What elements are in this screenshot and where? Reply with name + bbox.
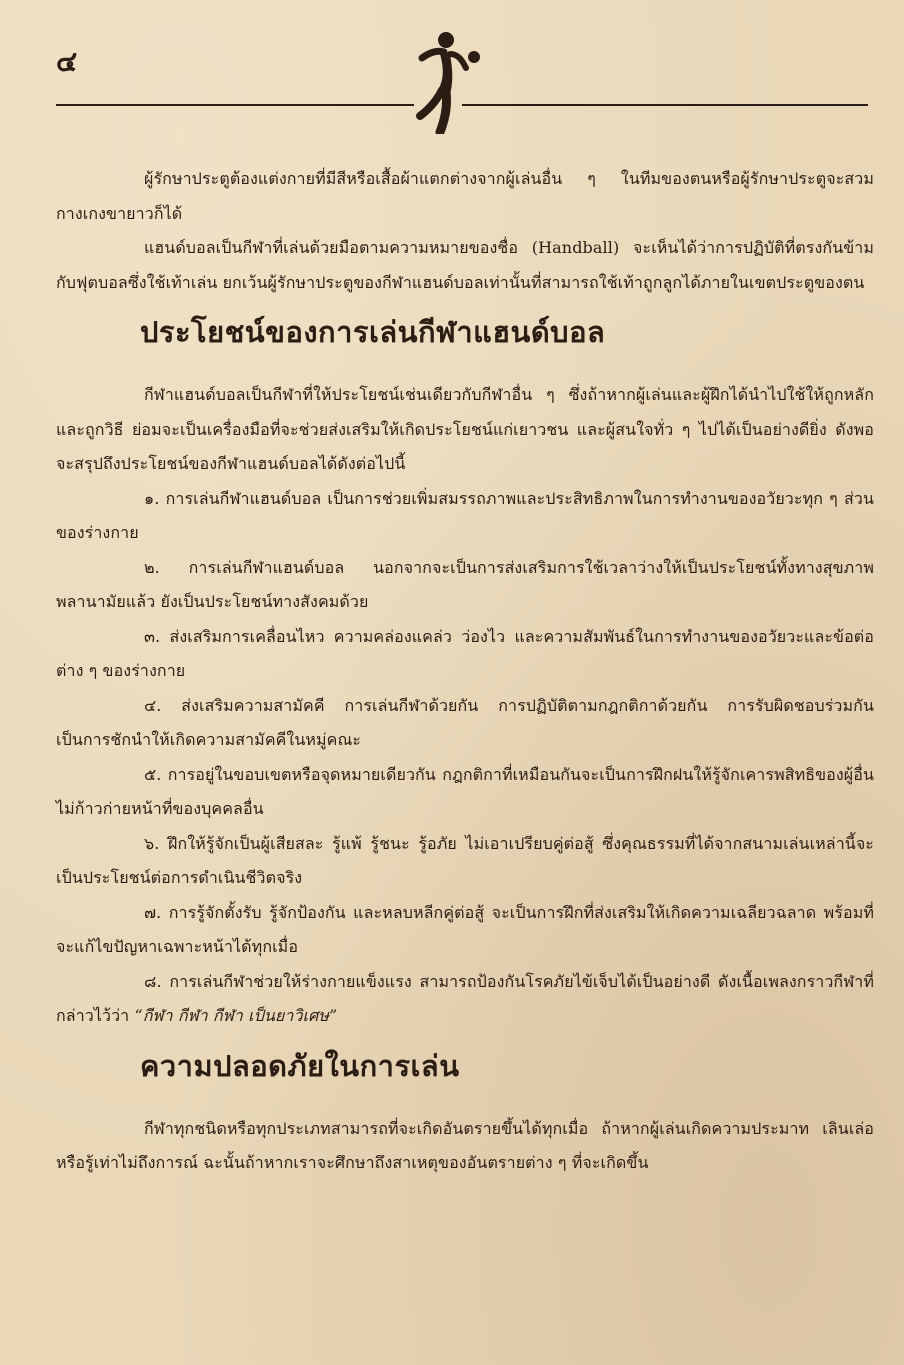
section-heading-safety: ความปลอดภัยในการเล่น: [140, 1048, 460, 1083]
paragraph-safety-intro: กีฬาทุกชนิดหรือทุกประเภทสามารถที่จะเกิดอันตรายขึ้นได้ทุกเมื่อ ถ้าหากผู้เล่นเกิดความประมาท เลินเล่อ หรือรู้เท่าไม่ถึงการณ์ ฉะนั้นถ้าหากเราจะศึกษาถึงสาเหตุของอันตรายต่าง ๆ ที่จะเกิดขึ้น: [56, 1118, 874, 1172]
benefit-item-4: ๔. ส่งเสริมความสามัคคี การเล่นกีฬาด้วยกัน การปฏิบัติตามกฎกติกาด้วยกัน การรับผิดชอบร่วมกัน เป็นการชักนำให้เกิดความสามัคคีในหมู่คณะ: [56, 695, 874, 749]
benefit-item-8: [56, 965, 874, 1034]
paragraph-benefits-intro: กีฬาแฮนด์บอลเป็นกีฬาที่ให้ประโยชน์เช่นเดียวกับกีฬาอื่น ๆ ซึ่งถ้าหากผู้เล่นและผู้ฝึกได้นำไปใช้ให้ถูกหลักและถูกวิธี ย่อมจะเป็นเครื่องมือที่จะช่วยส่งเสริมให้เกิดประโยชน์แก่เยาวชน และผู้สนใจทั่ว ๆ ไปได้เป็นอย่างดียิ่ง ดังพอจะสรุปถึงประโยชน์ของกีฬาแฮนด์บอลได้ดังต่อไปนี้: [56, 385, 874, 473]
benefit-item-3: ๓. ส่งเสริมการเคลื่อนไหว ความคล่องแคล่ว ว่องไว และความสัมพันธ์ในการทำงานของอวัยวะและข้อต่อต่าง ๆ ของร่างกาย: [56, 626, 874, 680]
benefit-item-2: ๒. การเล่นกีฬาแฮนด์บอล นอกจากจะเป็นการส่งเสริมการใช้เวลาว่างให้เป็นประโยชน์ทั้งทางสุขภาพพลานามัยแล้ว ยังเป็นประโยชน์ทางสังคมด้วย: [56, 557, 874, 611]
header-rule-left: [56, 104, 414, 106]
paragraph-goalkeeper-attire: ผู้รักษาประตูต้องแต่งกายที่มีสีหรือเสื้อผ้าแตกต่างจากผู้เล่นอื่น ๆ ในทีมของตนหรือผู้รักษาประตูจะสวมกางเกงขายาวก็ได้: [56, 169, 874, 223]
song-quote: “กีฬา กีฬา กีฬา เป็นยาวิเศษ”: [134, 1006, 338, 1025]
benefit-item-7: ๗. การรู้จักตั้งรับ รู้จักป้องกัน และหลบหลีกคู่ต่อสู้ จะเป็นการฝึกที่ส่งเสริมให้เกิดความเฉลียวฉลาด พร้อมที่จะแก้ไขปัญหาเฉพาะหน้าได้ทุกเมื่อ: [56, 902, 874, 956]
benefit-item-1: ๑. การเล่นกีฬาแฮนด์บอล เป็นการช่วยเพิ่มสมรรถภาพและประสิทธิภาพในการทำงานของอวัยวะทุก ๆ ส่วนของร่างกาย: [56, 488, 874, 542]
benefit-item-8-text: ๘. การเล่นกีฬาช่วยให้ร่างกายแข็งแรง สามารถป้องกันโรคภัยไข้เจ็บได้เป็นอย่างดี ดังเนื้อเพลงกราวกีฬาที่กล่าวไว้ว่า: [56, 971, 874, 1025]
header-rule-right: [462, 104, 868, 106]
section-heading-benefits: ประโยชน์ของการเล่นกีฬาแฮนด์บอล: [140, 315, 606, 349]
paragraph-handball-definition: แฮนด์บอลเป็นกีฬาที่เล่นด้วยมือตามความหมายของชื่อ (Handball) จะเห็นได้ว่าการปฏิบัติที่ตรงกันข้ามกับฟุตบอลซึ่งใช้เท้าเล่น ยกเว้นผู้รักษาประตูของกีฬาแฮนด์บอลเท่านั้นที่สามารถใช้เท้าถูกลูกได้ภายในเขตประตูของตน: [56, 238, 874, 292]
benefit-item-5: ๕. การอยู่ในขอบเขตหรือจุดหมายเดียวกัน กฎกติกาที่เหมือนกันจะเป็นการฝึกฝนให้รู้จักเคารพสิทธิของผู้อื่น ไม่ก้าวก่ายหน้าที่ของบุคคลอื่น: [56, 764, 874, 818]
page-number: ๔: [56, 45, 78, 78]
benefit-item-6: ๖. ฝึกให้รู้จักเป็นผู้เสียสละ รู้แพ้ รู้ชนะ รู้อภัย ไม่เอาเปรียบคู่ต่อสู้ ซึ่งคุณธรรมที่ได้จากสนามเล่นเหล่านี้จะเป็นประโยชน์ต่อการดำเนินชีวิตจริง: [56, 833, 874, 887]
page-content: [56, 162, 874, 1181]
player-kicking-icon: [410, 24, 490, 134]
